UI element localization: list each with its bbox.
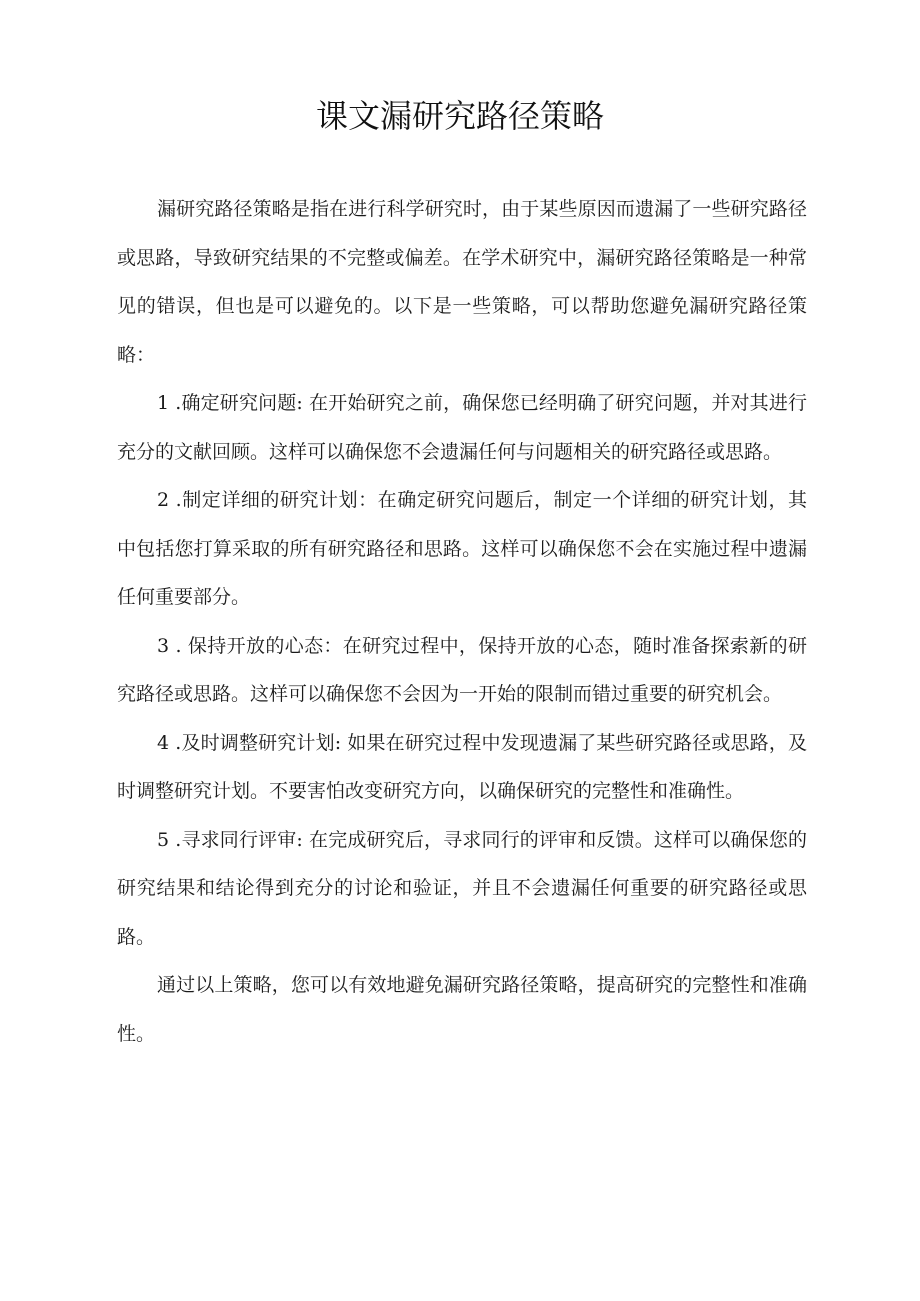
strategy-3-paragraph: 3 . 保持开放的心态：在研究过程中，保持开放的心态，随时准备探索新的研究路径或思路。这样可以确保您不会因为一开始的限制而错过重要的研究机会。 (117, 634, 807, 705)
intro-paragraph: 漏研究路径策略是指在进行科学研究时，由于某些原因而遗漏了一些研究路径或思路，导致研究结果的不完整或偏差。在学术研究中，漏研究路径策略是一种常见的错误，但也是可以避免的。以下是一些策略，可以帮助您避免漏研究路径策略： (117, 198, 807, 366)
document-body (117, 185, 807, 1058)
conclusion-paragraph: 通过以上策略，您可以有效地避免漏研究路径策略，提高研究的完整性和准确性。 (117, 974, 807, 1045)
page-title: 课文漏研究路径策略 (315, 97, 604, 135)
strategy-2-paragraph: 2 .制定详细的研究计划：在确定研究问题后，制定一个详细的研究计划，其中包括您打算采取的所有研究路径和思路。这样可以确保您不会在实施过程中遗漏任何重要部分。 (117, 489, 807, 608)
strategy-5-paragraph: 5 .寻求同行评审: 在完成研究后，寻求同行的评审和反馈。这样可以确保您的研究结果和结论得到充分的讨论和验证，并且不会遗漏任何重要的研究路径或思路。 (117, 828, 807, 948)
strategy-4-paragraph: 4 .及时调整研究计划: 如果在研究过程中发现遗漏了某些研究路径或思路，及时调整研究计划。不要害怕改变研究方向，以确保研究的完整性和准确性。 (117, 731, 807, 802)
strategy-1-paragraph: 1 .确定研究问题: 在开始研究之前，确保您已经明确了研究问题，并对其进行充分的文献回顾。这样可以确保您不会遗漏任何与问题相关的研究路径或思路。 (117, 392, 807, 463)
